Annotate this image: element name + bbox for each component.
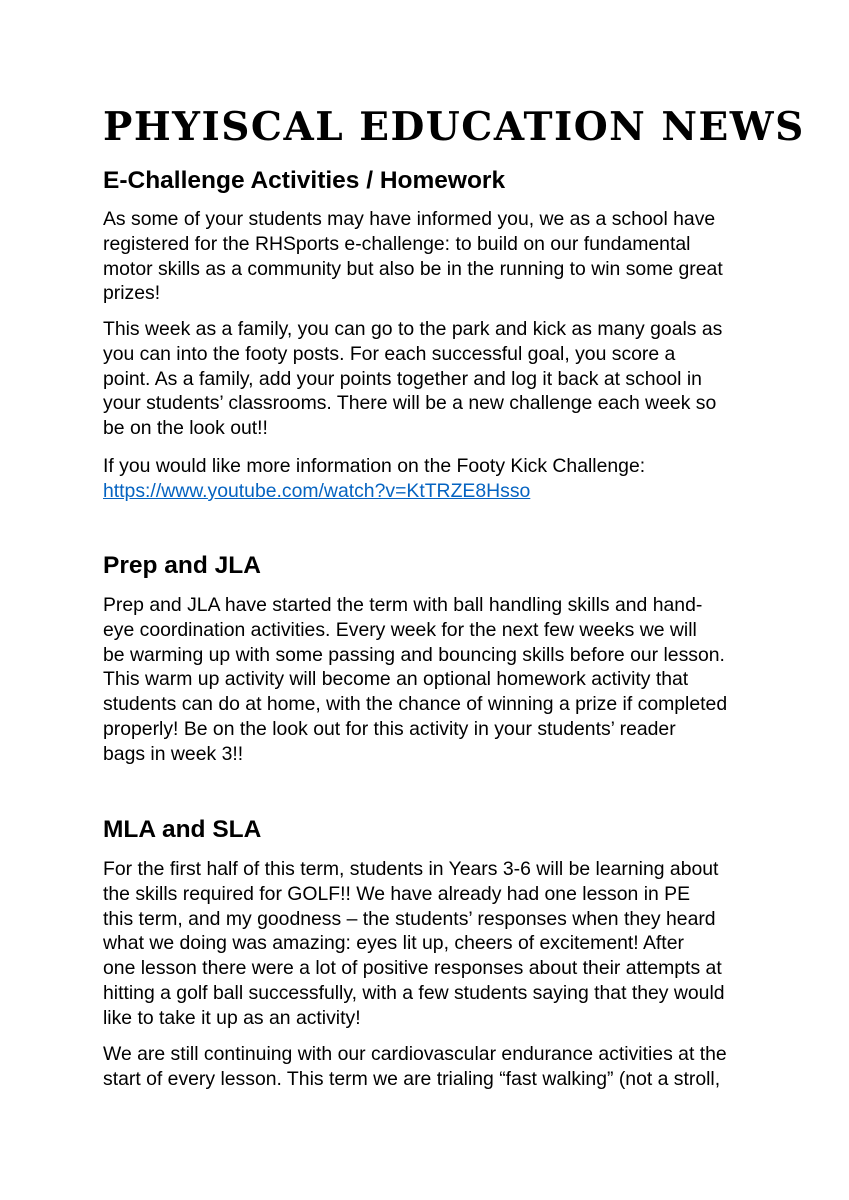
mla-sla-paragraph-endurance: We are still continuing with our cardiovascular endurance activities at the start of every lesson. This term we are trialing “fast walking” (not a stroll,	[103, 1043, 727, 1090]
page-title: PHYISCAL EDUCATION NEWS	[103, 104, 805, 150]
prep-jla-paragraph: Prep and JLA have started the term with ball handling skills and hand- eye coordination activities. Every week for the next few weeks we will be warming up with some passing and bouncing skills before our lesson. This warm up activity will become an optional homework activity that students can do at home, with the chance of winning a prize if completed properly! Be on the look out for this activity in your students’ reader bags in week 3!!	[103, 594, 728, 765]
e-challenge-paragraph-details: This week as a family, you can go to the park and kick as many goals as you can into the footy posts. For each successful goal, you score a point. As a family, add your points together and log it back at school in your students’ classrooms. There will be a new challenge each week so be on the look out!!	[103, 318, 723, 440]
e-challenge-paragraph-more-info: If you would like more information on the Footy Kick Challenge:	[103, 455, 646, 477]
section-heading-e-challenge: E-Challenge Activities / Homework	[103, 167, 506, 194]
section-heading-mla-sla: MLA and SLA	[103, 816, 262, 843]
e-challenge-paragraph-intro: As some of your students may have informed you, we as a school have registered for the RHSports e-challenge: to build on our fundamental motor skills as a community but also be in the running to win some great prizes!	[103, 208, 723, 305]
footy-kick-challenge-link[interactable]: https://www.youtube.com/watch?v=KtTRZE8Hsso	[103, 480, 531, 502]
section-heading-prep-jla: Prep and JLA	[103, 552, 261, 579]
mla-sla-paragraph-golf: For the first half of this term, students in Years 3-6 will be learning about the skills required for GOLF!! We have already had one lesson in PE this term, and my goodness – the students’ responses when they heard what we doing was amazing: eyes lit up, cheers of excitement! After one lesson there were a lot of positive responses about their attempts at hitting a golf ball successfully, with a few students saying that they would like to take it up as an activity!	[103, 858, 725, 1029]
